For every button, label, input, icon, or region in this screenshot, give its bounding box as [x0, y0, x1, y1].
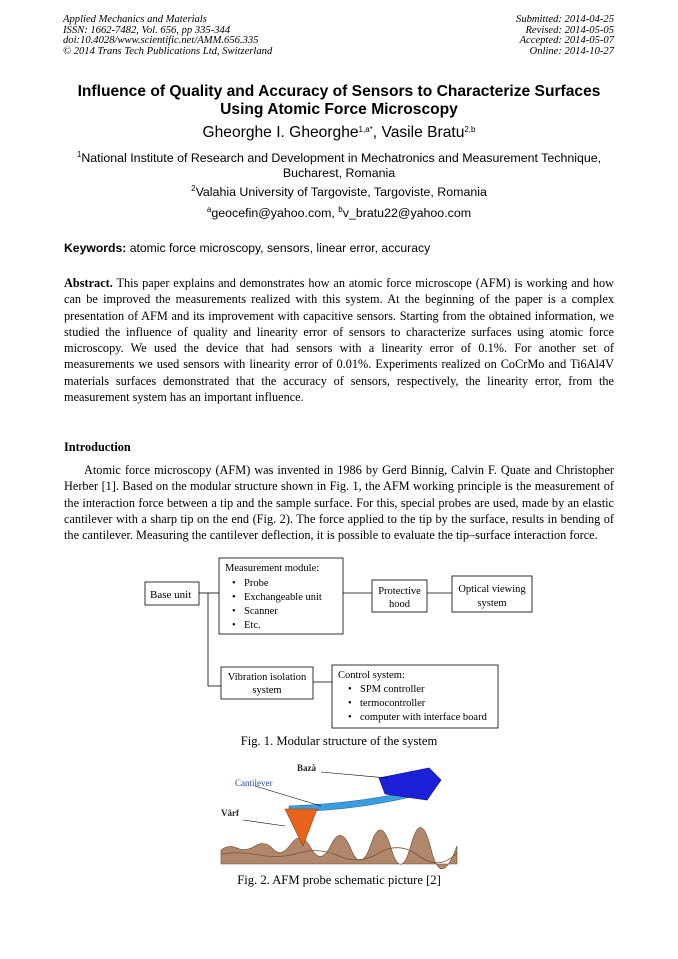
protective-hood-line-2: hood: [389, 599, 410, 610]
author-2-name: Vasile Bratu: [381, 124, 465, 141]
vibration-isolation-line-2: system: [252, 685, 282, 696]
journal-doi: doi:10.4028/www.scientific.net/AMM.656.335: [63, 35, 259, 47]
probe-tip: [285, 809, 317, 846]
base-leader-line: [321, 772, 387, 778]
author-1-name: Gheorghe I. Gheorghe: [202, 124, 359, 141]
paper-title-line-1: Influence of Quality and Accuracy of Sensors to Characterize Surfaces: [77, 83, 601, 100]
sample-surface: [221, 827, 457, 868]
author-2-sup: 2,b: [464, 125, 476, 134]
email-b: v_bratu22@yahoo.com: [342, 206, 472, 220]
affiliation-1-sup: 1: [76, 150, 82, 159]
optical-viewing-line-2: system: [477, 598, 507, 609]
email-line: [0, 206, 678, 220]
affiliation-2: [0, 185, 678, 199]
journal-name: Applied Mechanics and Materials: [63, 14, 207, 25]
affiliation-2-text: Valahia University of Targoviste, Targoviste, Romania: [195, 185, 487, 199]
author-separator: ,: [372, 124, 382, 141]
bullet: •: [232, 578, 236, 589]
journal-issn: ISSN: 1662-7482, Vol. 656, pp 335-344: [63, 24, 231, 36]
cantilever-leader-line: [255, 786, 321, 806]
author-list: [0, 124, 678, 142]
affiliation-1-text: National Institute of Research and Development in Mechatronics and Measurement Technique,: [81, 151, 602, 165]
keywords-label: Keywords:: [64, 241, 127, 255]
date-submitted: Submitted: 2014-04-25: [516, 14, 614, 25]
journal-header-right: [516, 15, 614, 57]
base-block: [379, 768, 441, 800]
control-item-computer: computer with interface board: [360, 712, 487, 723]
label-base: Bază: [297, 763, 316, 773]
vibration-isolation-line-1: Vibration isolation: [227, 672, 307, 683]
affiliation-2-sup: 2: [191, 184, 196, 193]
bullet: •: [348, 712, 352, 723]
control-system-title: Control system:: [338, 670, 405, 681]
figure-1-diagram: [140, 556, 526, 731]
date-online: Online: 2014-10-27: [529, 45, 614, 57]
abstract-text: This paper explains and demonstrates how an atomic force microscope (AFM) is working and how can be improved the measurements realized with this system. At the beginning of the paper is a complex presentation of AFM and its improvement with capacitive sensors. Starting from the obtained information, we studied the influence of quality and linearity error of sensors to characterize surfaces using atomic force microscopy. We used the device that had sensors with a linearity error of 0.1%. For another set of measurements we used sensors with linearity error of 0.01%. Experiments realized on CoCrMo and Ti6Al4V materials surfaces demonstrated that the accuracy of sensors, respectively, the linearity error, from the measurement system has an important influence.: [64, 276, 614, 405]
introduction-paragraph: Atomic force microscopy (AFM) was invented in 1986 by Gerd Binnig, Calvin F. Quate and Christopher Herber [1]. Based on the modular structure shown in Fig. 1, the AFM working principle is the measurement of the interaction force between a tip and the sample surface. For this, special probes are used, made by an elastic cantilever with a sharp tip on the end (Fig. 2). The force applied to the tip by the surface, results in bending of the cantilever. Measuring the cantilever deflection, it is possible to evaluate the tip–surface interaction force.: [64, 463, 614, 543]
measurement-item-probe: Probe: [244, 578, 269, 589]
email-b-sup: b: [338, 205, 343, 214]
email-a-sup: a: [206, 205, 212, 214]
bullet: •: [232, 592, 236, 603]
author-1-sup: 1,a*: [358, 125, 373, 134]
measurement-item-scanner: Scanner: [244, 606, 278, 617]
label-tip: Vârf: [221, 808, 239, 818]
tip-leader-line: [243, 820, 285, 826]
figure-2-caption: Fig. 2. AFM probe schematic picture [2]: [237, 873, 441, 887]
measurement-item-exchangeable: Exchangeable unit: [244, 592, 322, 603]
figure-1-caption: Fig. 1. Modular structure of the system: [240, 734, 438, 748]
optical-viewing-line-1: Optical viewing: [458, 584, 526, 595]
control-item-termo: termocontroller: [360, 698, 426, 709]
date-accepted: Accepted: 2014-05-07: [519, 35, 614, 47]
measurement-module-title: Measurement module:: [225, 563, 320, 574]
label-cantilever: Cantilever: [235, 778, 273, 788]
abstract: [64, 275, 614, 405]
abstract-label: Abstract.: [64, 276, 113, 290]
keywords: [64, 241, 624, 255]
paper-title-line-2: Using Atomic Force Microscopy: [220, 101, 458, 118]
journal-header-left: [63, 15, 272, 57]
figure-2-diagram: [219, 758, 459, 868]
journal-copyright: © 2014 Trans Tech Publications Ltd, Switzerland: [63, 45, 273, 57]
affiliation-1-line-1: [0, 151, 678, 165]
affiliation-1-line-2: Bucharest, Romania: [282, 166, 396, 180]
section-heading-introduction: Introduction: [64, 440, 131, 454]
email-a: geocefin@yahoo.com,: [211, 206, 339, 220]
keywords-text: atomic force microscopy, sensors, linear error, accuracy: [126, 241, 431, 255]
bullet: •: [348, 684, 352, 695]
base-unit-label: Base unit: [150, 589, 192, 601]
bullet: •: [348, 698, 352, 709]
bullet: •: [232, 620, 236, 631]
date-revised: Revised: 2014-05-05: [525, 24, 614, 36]
protective-hood-line-1: Protective: [378, 586, 421, 597]
control-item-spm: SPM controller: [360, 684, 425, 695]
bullet: •: [232, 606, 236, 617]
measurement-item-etc: Etc.: [244, 620, 261, 631]
